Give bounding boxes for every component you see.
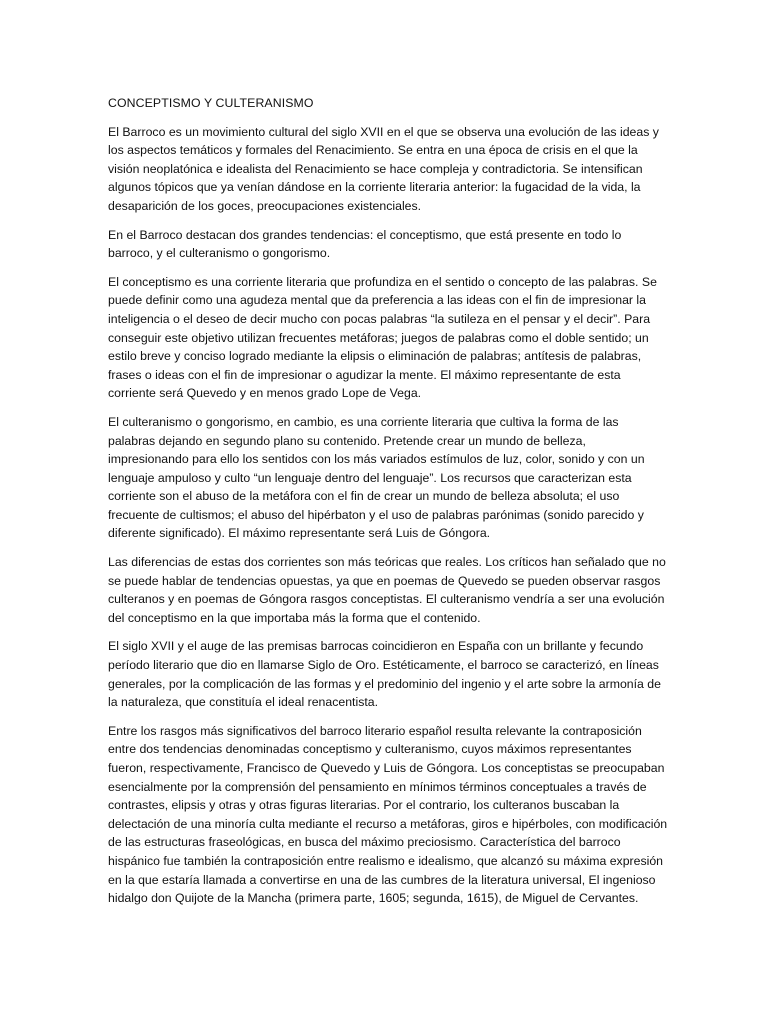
- document-page: [108, 94, 668, 918]
- paragraph-diferencias: Las diferencias de estas dos corrientes son más teóricas que reales. Los críticos han señalado que no se puede hablar de tendencias opuestas, ya que en poemas de Quevedo se pueden observar rasgos culteranos y en poemas de Góngora rasgos conceptistas. El culteranismo vendría a ser una evolución del conceptismo en la que importaba más la forma que el contenido.: [108, 555, 666, 625]
- paragraph-conceptismo: El conceptismo es una corriente literaria que profundiza en el sentido o concepto de las palabras. Se puede definir como una agudeza mental que da preferencia a las ideas con el fin de impresionar la inteligencia o el deseo de decir mucho con pocas palabras “la sutileza en el pensar y el decir”. Para conseguir este objetivo utilizan frecuentes metáforas; juegos de palabras como el doble sentido; un estilo breve y conciso logrado mediante la elipsis o eliminación de palabras; antítesis de palabras, frases o ideas con el fin de impresionar o agudizar la mente. El máximo representante de esta corriente será Quevedo y en menos grado Lope de Vega.: [108, 274, 657, 401]
- paragraph-culteranismo: El culteranismo o gongorismo, en cambio, es una corriente literaria que cultiva la forma de las palabras dejando en segundo plano su contenido. Pretende crear un mundo de belleza, impresionando para ello los sentidos con los más variados estímulos de luz, color, sonido y con un lenguaje ampuloso y culto “un lenguaje dentro del lenguaje”. Los recursos que caracterizan esta corriente son el abuso de la metáfora con el fin de crear un mundo de belleza absoluta; el uso frecuente de cultismos; el abuso del hipérbaton y el uso de palabras parónimas (sonido parecido y diferente significado). El máximo representante será Luis de Góngora.: [108, 414, 645, 541]
- paragraph-tendencias: En el Barroco destacan dos grandes tendencias: el conceptismo, que está presente en todo lo barroco, y el culteranismo o gongorismo.: [108, 227, 622, 261]
- paragraph-rasgos: Entre los rasgos más significativos del barroco literario español resulta relevante la contraposición entre dos tendencias denominadas conceptismo y culteranismo, cuyos máximos representantes fueron, respectivamente, Francisco de Quevedo y Luis de Góngora. Los conceptistas se preocupaban esencialmente por la comprensión del pensamiento en mínimos términos conceptuales a través de contrastes, elipsis y otras y otras figuras literarias. Por el contrario, los culteranos buscaban la delectación de una minoría culta mediante el recurso a metáforas, giros e hipérboles, con modificación de las estructuras fraseológicas, en busca del máximo preciosismo. Característica del barroco hispánico fue también la contraposición entre realismo e idealismo, que alcanzó su máxima expresión en la que estaría llamada a convertirse en una de las cumbres de la literatura universal, El ingenioso hidalgo don Quijote de la Mancha (primera parte, 1605; segunda, 1615), de Miguel de Cervantes.: [108, 723, 668, 906]
- paragraph-intro-barroco: El Barroco es un movimiento cultural del siglo XVII en el que se observa una evolución de las ideas y los aspectos temáticos y formales del Renacimiento. Se entra en una época de crisis en el que la visión neoplatónica e idealista del Renacimiento se hace compleja y contradictoria. Se intensifican algunos tópicos que ya venían dándose en la corriente literaria anterior: la fugacidad de la vida, la desaparición de los goces, preocupaciones existenciales.: [108, 124, 659, 213]
- document-title: CONCEPTISMO Y CULTERANISMO: [108, 96, 314, 110]
- paragraph-siglo-de-oro: El siglo XVII y el auge de las premisas barrocas coincidieron en España con un brillante y fecundo período literario que dio en llamarse Siglo de Oro. Estéticamente, el barroco se caracterizó, en líneas generales, por la complicación de las formas y el predominio del ingenio y el arte sobre la armonía de la naturaleza, que constituía el ideal renacentista.: [108, 639, 661, 710]
